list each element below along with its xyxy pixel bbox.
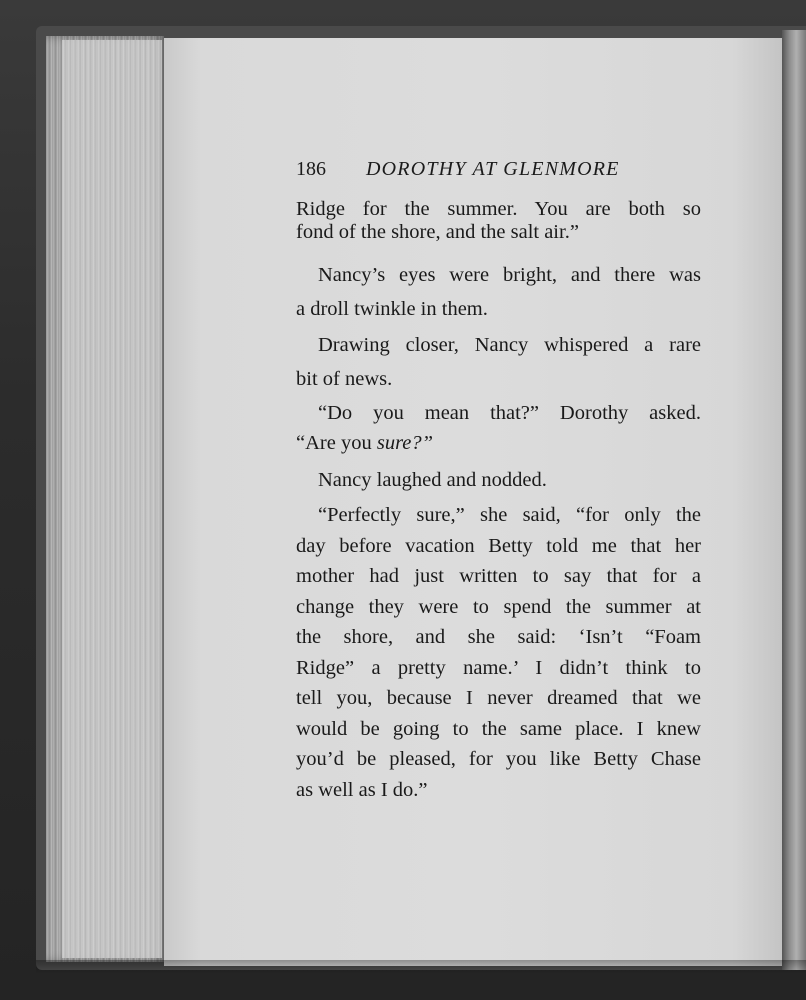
body-text [296, 198, 701, 805]
page-block-edges-inner [62, 40, 162, 958]
paragraph [296, 258, 701, 326]
bottom-shadow [36, 960, 806, 974]
text-line: a droll twinkle in them. [296, 298, 488, 320]
running-head [296, 158, 706, 188]
text-line: would be going to the same place. I knew [296, 717, 701, 740]
text-run: “Are you [296, 432, 377, 454]
text-line: Ridge for the summer. You are both so [296, 198, 701, 220]
text-line: fond of the shore, and the salt air.” [296, 221, 579, 243]
paragraph [296, 462, 701, 498]
text-line: tell you, because I never dreamed that we [296, 687, 701, 709]
page-number: 186 [296, 158, 326, 180]
text-line [296, 428, 701, 458]
text-line: Ridge” a pretty name.’ I didn’t think to [296, 656, 701, 679]
text-line: Drawing closer, Nancy whispered a rare [318, 334, 701, 356]
book-gutter [782, 30, 806, 970]
paragraph [296, 500, 701, 805]
text-line: as well as I do.” [296, 778, 428, 801]
text-line: change they were to spend the summer at [296, 595, 701, 618]
paragraph [296, 198, 701, 244]
text-line: the shore, and she said: ‘Isn’t “Foam [296, 626, 701, 648]
text-line: Nancy’s eyes were bright, and there was [318, 264, 701, 286]
text-line: “Do you mean that?” Dorothy asked. [318, 402, 701, 424]
text-line: “Perfectly sure,” she said, “for only the [318, 504, 701, 526]
text-line: Nancy laughed and nodded. [318, 469, 547, 491]
emphasized-text: sure?” [376, 432, 434, 454]
paragraph [296, 398, 701, 458]
text-line: bit of news. [296, 368, 393, 390]
text-line: day before vacation Betty told me that her [296, 534, 701, 557]
paragraph [296, 328, 701, 396]
text-line: mother had just written to say that for a [296, 565, 701, 587]
text-line: you’d be pleased, for you like Betty Chase [296, 748, 701, 770]
running-title: DOROTHY AT GLENMORE [366, 158, 620, 180]
